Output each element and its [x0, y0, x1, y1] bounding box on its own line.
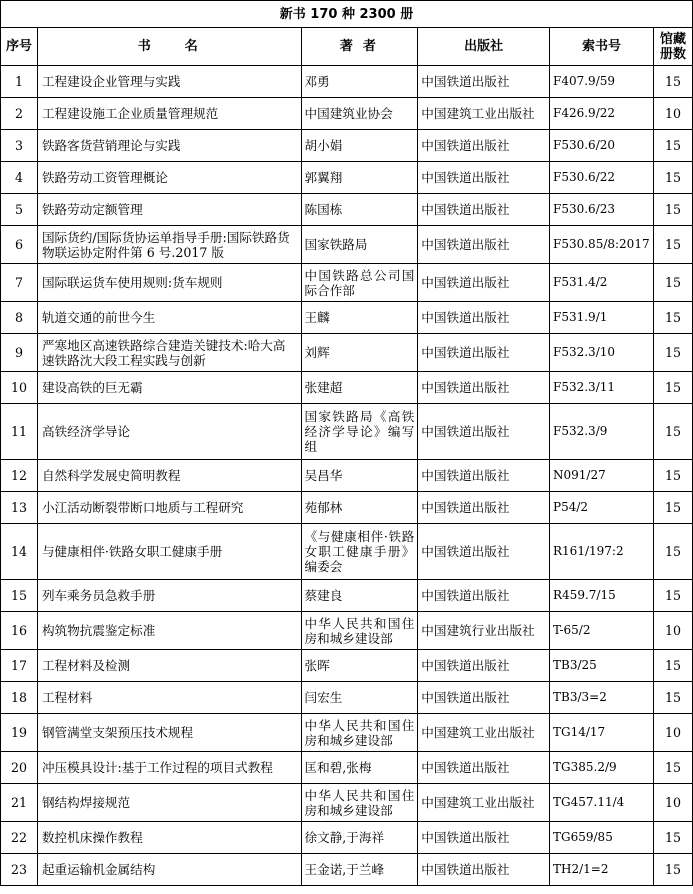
row-author: 中华人民共和国住房和城乡建设部 — [301, 714, 418, 752]
row-author: 邓勇 — [301, 66, 418, 98]
row-author: 国家铁路局《高铁经济学导论》编写组 — [301, 404, 418, 460]
row-author: 刘辉 — [301, 334, 418, 372]
row-author: 胡小娟 — [301, 130, 418, 162]
row-copies: 15 — [654, 194, 693, 226]
row-publisher: 中国建筑工业出版社 — [418, 714, 550, 752]
row-author: 中国建筑业协会 — [301, 98, 418, 130]
table-row — [1, 264, 693, 302]
row-author: 吴昌华 — [301, 460, 418, 492]
row-book-title: 高铁经济学导论 — [37, 404, 301, 460]
table-row — [1, 714, 693, 752]
row-call-number: F532.3/10 — [550, 334, 654, 372]
table-row — [1, 66, 693, 98]
row-publisher: 中国铁道出版社 — [418, 492, 550, 524]
row-call-number: TH2/1=2 — [550, 854, 654, 886]
row-publisher: 中国建筑工业出版社 — [418, 784, 550, 822]
row-book-title: 铁路劳动定额管理 — [37, 194, 301, 226]
table-row — [1, 682, 693, 714]
row-no: 23 — [1, 854, 38, 886]
table-body — [1, 66, 693, 886]
row-call-number: TG14/17 — [550, 714, 654, 752]
row-book-title: 列车乘务员急救手册 — [37, 580, 301, 612]
row-copies: 15 — [654, 372, 693, 404]
row-call-number: F532.3/11 — [550, 372, 654, 404]
table-row — [1, 130, 693, 162]
row-call-number: F530.6/22 — [550, 162, 654, 194]
row-author: 闫宏生 — [301, 682, 418, 714]
row-copies: 15 — [654, 524, 693, 580]
row-book-title: 与健康相伴·铁路女职工健康手册 — [37, 524, 301, 580]
row-publisher: 中国铁道出版社 — [418, 822, 550, 854]
row-call-number: F407.9/59 — [550, 66, 654, 98]
row-copies: 15 — [654, 264, 693, 302]
row-book-title: 铁路劳动工资管理概论 — [37, 162, 301, 194]
row-author: 国家铁路局 — [301, 226, 418, 264]
row-call-number: TG659/85 — [550, 822, 654, 854]
row-book-title: 工程建设施工企业质量管理规范 — [37, 98, 301, 130]
row-publisher: 中国铁道出版社 — [418, 226, 550, 264]
row-no: 12 — [1, 460, 38, 492]
row-no: 6 — [1, 226, 38, 264]
row-no: 8 — [1, 302, 38, 334]
row-author: 王麟 — [301, 302, 418, 334]
table-row — [1, 194, 693, 226]
row-no: 14 — [1, 524, 38, 580]
row-no: 16 — [1, 612, 38, 650]
table-row — [1, 372, 693, 404]
row-copies: 15 — [654, 580, 693, 612]
row-publisher: 中国铁道出版社 — [418, 66, 550, 98]
row-call-number: TG385.2/9 — [550, 752, 654, 784]
row-no: 17 — [1, 650, 38, 682]
row-call-number: F531.4/2 — [550, 264, 654, 302]
row-publisher: 中国铁道出版社 — [418, 194, 550, 226]
row-book-title: 自然科学发展史简明教程 — [37, 460, 301, 492]
row-book-title: 钢管满堂支架预压技术规程 — [37, 714, 301, 752]
table-row — [1, 612, 693, 650]
row-copies: 15 — [654, 162, 693, 194]
table-row — [1, 524, 693, 580]
row-no: 20 — [1, 752, 38, 784]
row-no: 4 — [1, 162, 38, 194]
table-row — [1, 854, 693, 886]
row-book-title: 起重运输机金属结构 — [37, 854, 301, 886]
row-author: 郭翼翔 — [301, 162, 418, 194]
row-no: 1 — [1, 66, 38, 98]
row-copies: 15 — [654, 334, 693, 372]
row-author: 王金诺,于兰峰 — [301, 854, 418, 886]
row-copies: 15 — [654, 66, 693, 98]
row-call-number: R161/197:2 — [550, 524, 654, 580]
row-copies: 15 — [654, 404, 693, 460]
row-copies: 15 — [654, 460, 693, 492]
row-author: 匡和碧,张梅 — [301, 752, 418, 784]
row-book-title: 轨道交通的前世今生 — [37, 302, 301, 334]
row-publisher: 中国铁道出版社 — [418, 302, 550, 334]
row-book-title: 钢结构焊接规范 — [37, 784, 301, 822]
table-row — [1, 404, 693, 460]
row-publisher: 中国铁道出版社 — [418, 580, 550, 612]
row-publisher: 中国建筑工业出版社 — [418, 98, 550, 130]
row-copies: 10 — [654, 714, 693, 752]
table-row — [1, 784, 693, 822]
row-book-title: 国际联运货车使用规则:货车规则 — [37, 264, 301, 302]
row-publisher: 中国铁道出版社 — [418, 404, 550, 460]
table-row — [1, 226, 693, 264]
row-publisher: 中国铁道出版社 — [418, 460, 550, 492]
row-no: 5 — [1, 194, 38, 226]
table-row — [1, 822, 693, 854]
row-copies: 15 — [654, 822, 693, 854]
table-row — [1, 752, 693, 784]
row-author: 《与健康相伴·铁路女职工健康手册》编委会 — [301, 524, 418, 580]
row-author: 中华人民共和国住房和城乡建设部 — [301, 612, 418, 650]
row-book-title: 构筑物抗震鉴定标准 — [37, 612, 301, 650]
row-publisher: 中国铁道出版社 — [418, 650, 550, 682]
row-book-title: 铁路客货营销理论与实践 — [37, 130, 301, 162]
header-copies: 馆藏册数 — [654, 28, 693, 66]
row-copies: 10 — [654, 98, 693, 130]
row-copies: 10 — [654, 784, 693, 822]
row-no: 3 — [1, 130, 38, 162]
row-call-number: F426.9/22 — [550, 98, 654, 130]
row-author: 陈国栋 — [301, 194, 418, 226]
row-call-number: F531.9/1 — [550, 302, 654, 334]
row-copies: 15 — [654, 650, 693, 682]
table-row — [1, 580, 693, 612]
row-call-number: TB3/3=2 — [550, 682, 654, 714]
row-no: 2 — [1, 98, 38, 130]
row-no: 7 — [1, 264, 38, 302]
row-copies: 10 — [654, 612, 693, 650]
row-call-number: P54/2 — [550, 492, 654, 524]
row-author: 苑郁林 — [301, 492, 418, 524]
table-row — [1, 650, 693, 682]
row-publisher: 中国铁道出版社 — [418, 162, 550, 194]
table-title-row — [1, 1, 693, 28]
row-publisher: 中国铁道出版社 — [418, 682, 550, 714]
row-copies: 15 — [654, 226, 693, 264]
row-no: 10 — [1, 372, 38, 404]
header-title: 书名 — [37, 28, 301, 66]
row-publisher: 中国铁道出版社 — [418, 372, 550, 404]
row-publisher: 中国铁道出版社 — [418, 334, 550, 372]
row-copies: 15 — [654, 492, 693, 524]
row-no: 9 — [1, 334, 38, 372]
row-publisher: 中国铁道出版社 — [418, 752, 550, 784]
header-publisher: 出版社 — [418, 28, 550, 66]
row-book-title: 冲压模具设计:基于工作过程的项目式教程 — [37, 752, 301, 784]
row-publisher: 中国铁道出版社 — [418, 264, 550, 302]
row-copies: 15 — [654, 854, 693, 886]
row-publisher: 中国铁道出版社 — [418, 130, 550, 162]
row-book-title: 数控机床操作教程 — [37, 822, 301, 854]
row-publisher: 中国铁道出版社 — [418, 524, 550, 580]
row-author: 中国铁路总公司国际合作部 — [301, 264, 418, 302]
row-book-title: 工程建设企业管理与实践 — [37, 66, 301, 98]
row-call-number: F532.3/9 — [550, 404, 654, 460]
row-no: 22 — [1, 822, 38, 854]
row-book-title: 严寒地区高速铁路综合建造关键技术:哈大高速铁路沈大段工程实践与创新 — [37, 334, 301, 372]
row-author: 张建超 — [301, 372, 418, 404]
row-no: 13 — [1, 492, 38, 524]
row-book-title: 工程材料 — [37, 682, 301, 714]
row-copies: 15 — [654, 130, 693, 162]
row-call-number: TG457.11/4 — [550, 784, 654, 822]
row-no: 18 — [1, 682, 38, 714]
table-row — [1, 302, 693, 334]
row-copies: 15 — [654, 752, 693, 784]
row-author: 徐文静,于海祥 — [301, 822, 418, 854]
row-call-number: F530.85/8:2017 — [550, 226, 654, 264]
row-call-number: F530.6/20 — [550, 130, 654, 162]
table-title: 新书 170 种 2300 册 — [1, 1, 693, 28]
row-no: 19 — [1, 714, 38, 752]
row-copies: 15 — [654, 682, 693, 714]
row-no: 15 — [1, 580, 38, 612]
table-row — [1, 162, 693, 194]
table-row — [1, 334, 693, 372]
header-author: 著者 — [301, 28, 418, 66]
row-copies: 15 — [654, 302, 693, 334]
row-call-number: N091/27 — [550, 460, 654, 492]
row-call-number: F530.6/23 — [550, 194, 654, 226]
row-author: 中华人民共和国住房和城乡建设部 — [301, 784, 418, 822]
table-row — [1, 492, 693, 524]
row-book-title: 建设高铁的巨无霸 — [37, 372, 301, 404]
row-book-title: 工程材料及检测 — [37, 650, 301, 682]
row-publisher: 中国铁道出版社 — [418, 854, 550, 886]
header-call-number: 索书号 — [550, 28, 654, 66]
header-row — [1, 28, 693, 66]
row-no: 21 — [1, 784, 38, 822]
row-no: 11 — [1, 404, 38, 460]
row-call-number: R459.7/15 — [550, 580, 654, 612]
row-book-title: 国际货约/国际货协运单指导手册:国际铁路货物联运协定附件第 6 号.2017 版 — [37, 226, 301, 264]
header-no: 序号 — [1, 28, 38, 66]
row-author: 张晖 — [301, 650, 418, 682]
row-call-number: TB3/25 — [550, 650, 654, 682]
row-publisher: 中国建筑行业出版社 — [418, 612, 550, 650]
row-book-title: 小江活动断裂带断口地质与工程研究 — [37, 492, 301, 524]
row-call-number: T-65/2 — [550, 612, 654, 650]
row-author: 蔡建良 — [301, 580, 418, 612]
table-row — [1, 98, 693, 130]
table-row — [1, 460, 693, 492]
